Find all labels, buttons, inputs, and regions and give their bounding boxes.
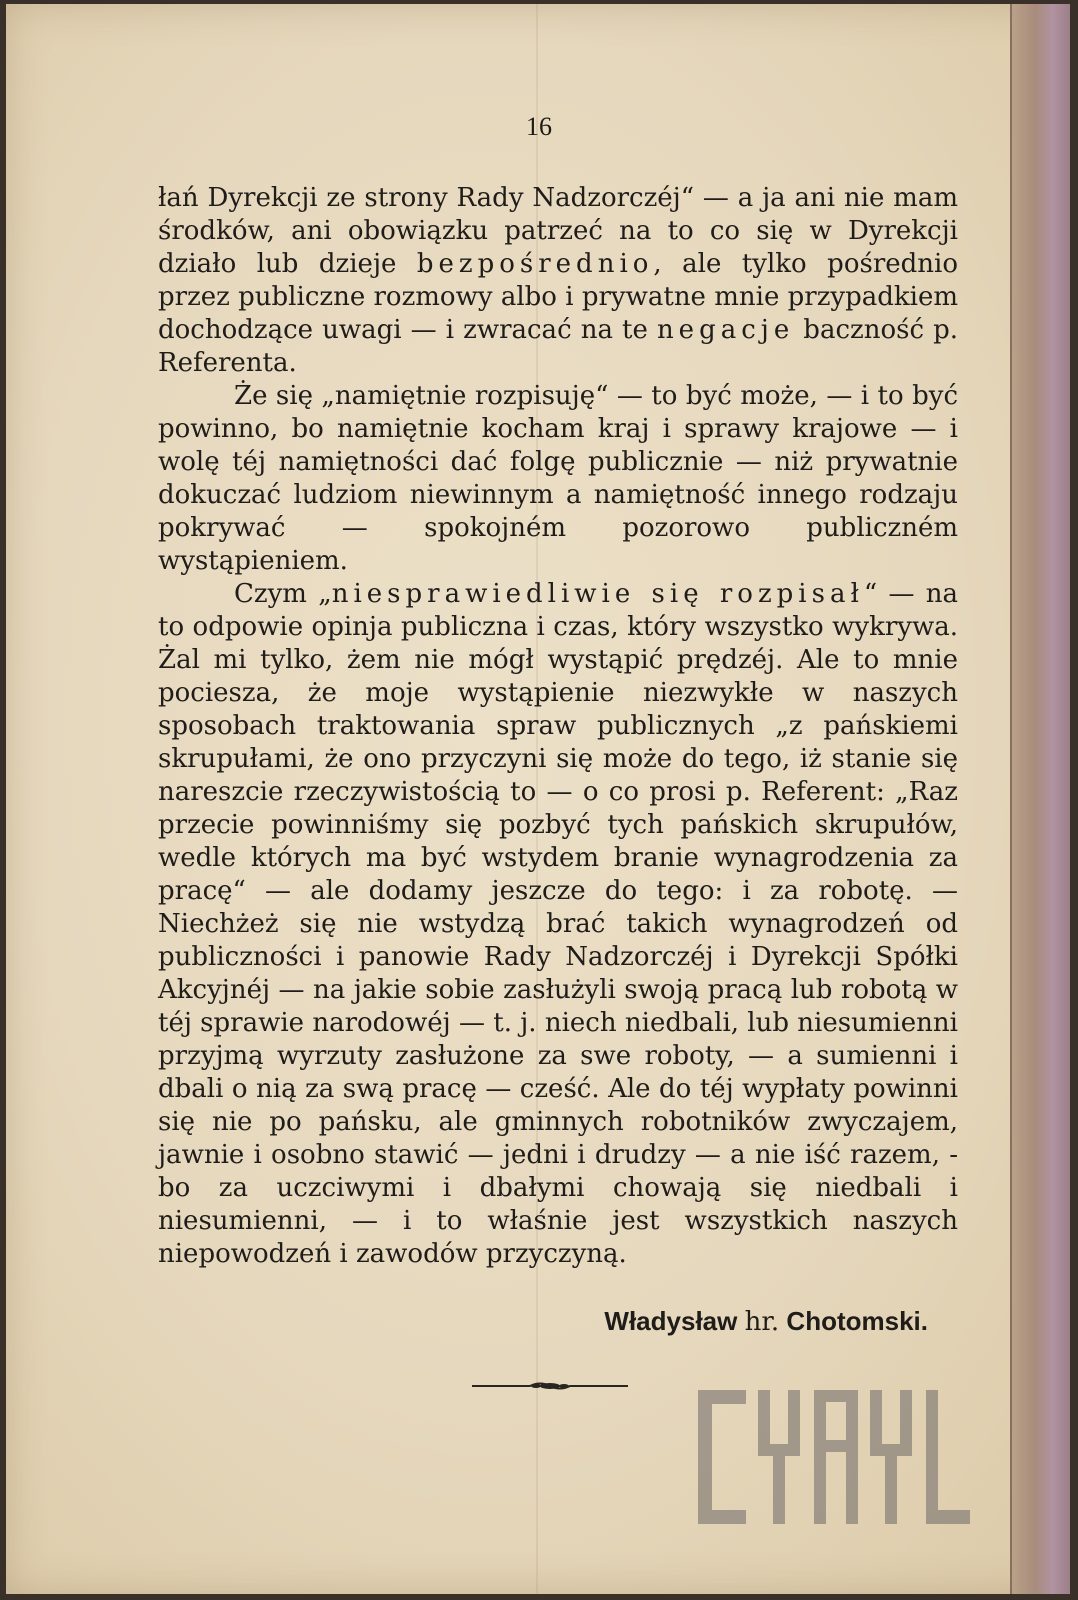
paragraph-3-emphasis: niesprawiedliwie się rozpisał — [331, 579, 864, 609]
paragraph-3 — [158, 578, 958, 1271]
paragraph-3-part-b: “ — na to odpowie opinja publiczna i czas, który wszystko wykrywa. Żal mi tylko, żem nie mógł wystąpić prędzéj. Ale to mnie pociesza, że moje wystąpienie niezwykłe w naszych sposobach traktowania spraw publicznych „z pańskiemi skrupułami, że ono przyczyni się może do tego, iż stanie się nareszcie rzeczywistością to — o co prosi p. Referent: „Raz przecie powinniśmy się pozbyć tych pańskich skrupułów, wedle których ma być wstydem branie wynagrodzenia za pracę“ — ale dodamy jeszcze do tego: i za robotę. — Niechżeż się nie wstydzą brać takich wynagrodzeń od publiczności i panowie Rady Nadzorczéj i Dyrekcji Spółki Akcyjnéj — na jakie sobie zasłużyli swoją pracą lub robotą w téj sprawie narodowéj — t. j. niech niedbali, lub niesumienni przyjmą wyrzuty zasłużone za swe roboty, — a sumienni i dbali o nią za swą pracę — cześć. Ale do téj wypłaty powinni się nie po pańsku, ale gminnych robotników zwyczajem, jawnie i osobno stawić — jedni i drudzy — a nie iść razem, - bo za uczciwymi i dbałymi chowają się niedbali i niesumienni, — i to właśnie jest wszystkich naszych niepowodzeń i zawodów przyczyną. — [158, 579, 959, 1269]
cyryl-watermark-logo — [698, 1382, 998, 1532]
signature-first-name: Władysław — [604, 1306, 738, 1336]
paragraph-1-emphasis-2: negacje — [656, 315, 795, 345]
paragraph-1-part-c: baczność p. Referenta. — [158, 315, 958, 378]
signature-last-name: Chotomski. — [786, 1306, 928, 1336]
paragraph-1-part-a: łań Dyrekcji ze strony Rady Nadzorczéj“ — a ja ani nie mam środków, ani obowiązku patrzeć na to co się w Dyrekcji działo lub dzieje — [158, 183, 958, 279]
paragraph-1-emphasis: bezpośrednio — [416, 249, 654, 279]
page-number: 16 — [526, 112, 552, 141]
paragraph-1-part-b: , ale tylko pośrednio przez publiczne rozmowy albo i prywatne mnie przypadkiem dochodzące uwagi — i zwracać na te — [158, 249, 958, 345]
page-edge-strip — [1010, 4, 1070, 1594]
ornament-divider — [470, 1378, 630, 1394]
signature-title: hr. — [744, 1307, 780, 1337]
paragraph-2: Że się „namiętnie rozpisuję“ — to być może, — i to być powinno, bo namiętnie kocham kraj i sprawy krajowe — i wolę téj namiętności dać folgę publicznie — niż prywatnie dokuczać ludziom niewinnym a namiętność innego rodzaju pokrywać — spokojném pozorowo publiczném wystąpieniem. — [158, 381, 958, 576]
body-text — [158, 182, 958, 1271]
paragraph-1 — [158, 182, 958, 380]
signature — [158, 1306, 928, 1337]
paragraph-3-part-a: Czym „ — [234, 579, 332, 609]
